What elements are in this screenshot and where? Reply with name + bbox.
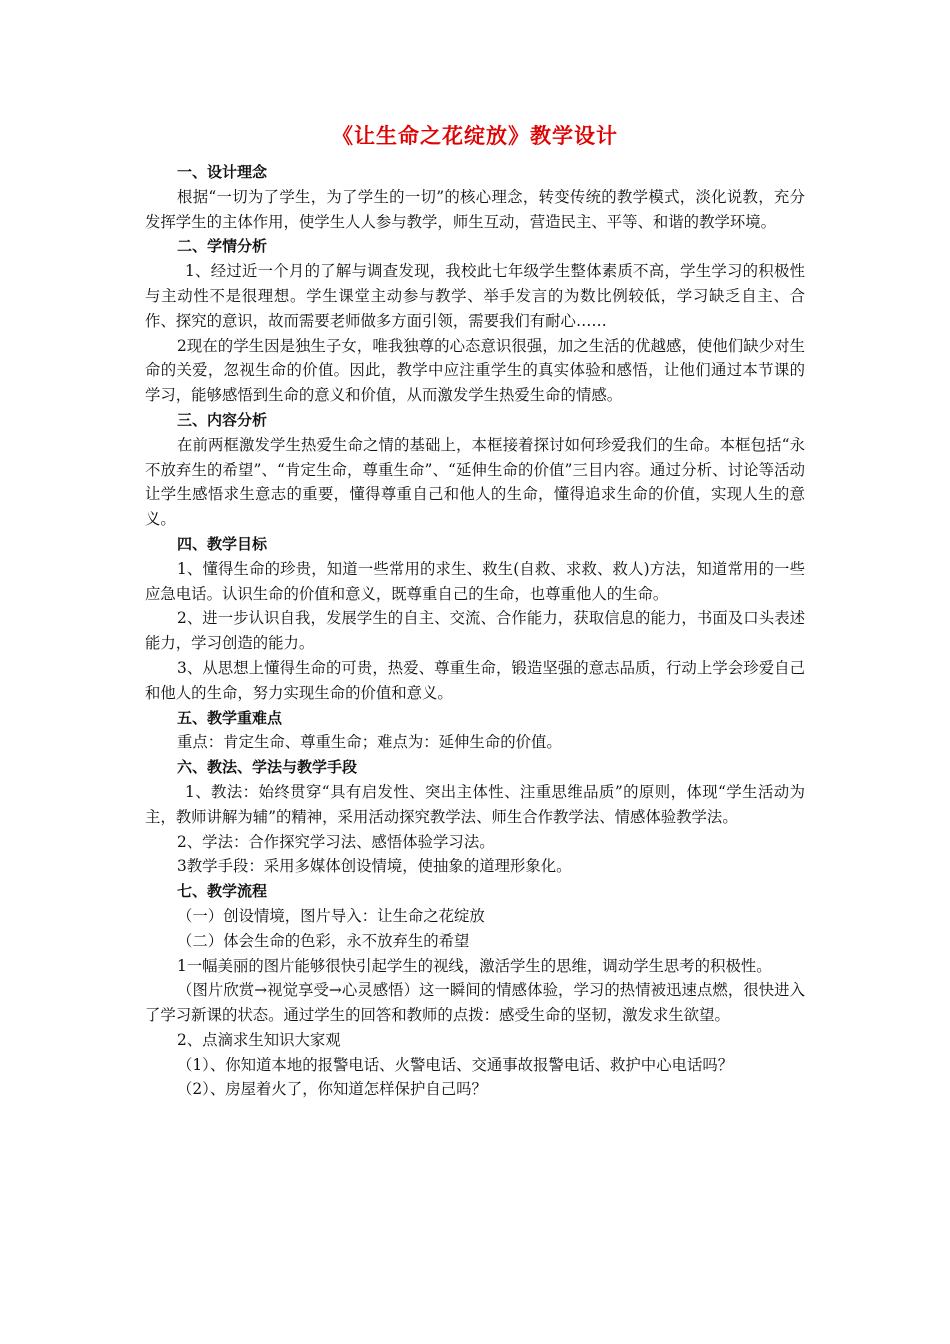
list-item: （1）、你知道本地的报警电话、火警电话、交通事故报警电话、救护中心电话吗？ [177, 1055, 734, 1074]
paragraph: 3、从思想上懂得生命的可贵，热爱、尊重生命，锻造坚强的意志品质，行动上学会珍爱自己和他人的生命，努力实现生命的价值和意义。 [145, 658, 805, 702]
list-item: （二）体会生命的色彩，永不放弃生的希望 [177, 931, 470, 950]
paragraph: 根据“一切为了学生，为了学生的一切”的核心理念，转变传统的教学模式，淡化说教，充分发挥学生的主体作用，使学生人人参与教学，师生互动，营造民主、平等、和谐的教学环境。 [145, 187, 805, 231]
section-heading-design-concept: 一、设计理念 [177, 163, 268, 181]
document-title: 《让生命之花绽放》教学设计 [332, 124, 618, 148]
paragraph: 2现在的学生因是独生子女，唯我独尊的心态意识很强，加之生活的优越感，使他们缺少对生命的关爱，忽视生命的价值。因此，教学中应注重学生的真实体验和感悟，让他们通过本节课的学习，能够感悟到生命的意义和价值，从而激发学生热爱生命的情感。 [145, 336, 805, 405]
paragraph: 2、进一步认识自我，发展学生的自主、交流、合作能力，获取信息的能力，书面及口头表述能力，学习创造的能力。 [145, 609, 805, 653]
paragraph: 2、学法：合作探究学习法、感悟体验学习法。 [177, 832, 495, 851]
section-heading-key-points: 五、教学重难点 [177, 708, 283, 727]
section-heading-methods: 六、教法、学法与教学手段 [177, 758, 358, 777]
document-body [145, 160, 805, 1102]
paragraph: 1、教法：始终贯穿“具有启发性、突出主体性、注重思维品质”的原则，体现“学生活动为主，教师讲解为辅”的精神，采用活动探究教学法、师生合作教学法、情感体验教学法。 [145, 782, 805, 826]
paragraph: 1一幅美丽的图片能够很快引起学生的视线，激活学生的思维，调动学生思考的积极性。 [177, 956, 772, 975]
list-item: （2）、房屋着火了，你知道怎样保护自己吗？ [177, 1080, 487, 1099]
paragraph: 1、懂得生命的珍贵，知道一些常用的求生、救生(自救、求救、救人)方法，知道常用的一些应急电话。认识生命的价值和意义，既尊重自己的生命，也尊重他人的生命。 [145, 559, 805, 603]
section-heading-student-analysis: 二、学情分析 [177, 237, 268, 256]
section-heading-content-analysis: 三、内容分析 [177, 410, 268, 429]
paragraph: 3教学手段：采用多媒体创设情境，使抽象的道理形象化。 [177, 857, 572, 876]
paragraph: 1、经过近一个月的了解与调查发现，我校此七年级学生整体素质不高，学生学习的积极性与主动性不是很理想。学生课堂主动参与教学、举手发言的为数比例较低，学习缺乏自主、合作、探究的意识，故而需要老师做多方面引领，需要我们有耐心…… [145, 262, 805, 330]
section-heading-teaching-process: 七、教学流程 [177, 882, 268, 901]
paragraph: 2、点滴求生知识大家观 [177, 1030, 341, 1049]
paragraph: 在前两框激发学生热爱生命之情的基础上，本框接着探讨如何珍爱我们的生命。本框包括“永不放弃生的希望”、“肯定生命，尊重生命”、“延伸生命的价值”三目内容。通过分析、讨论等活动让学生感悟求生意志的重要，懂得尊重自己和他人的生命，懂得追求生命的价值，实现人生的意义。 [145, 435, 805, 529]
list-item: （一）创设情境，图片导入：让生命之花绽放 [177, 906, 485, 925]
section-heading-teaching-goals: 四、教学目标 [177, 534, 268, 553]
paragraph: （图片欣赏→视觉享受→心灵感悟）这一瞬间的情感体验，学习的热情被迅速点燃，很快进入了学习新课的状态。通过学生的回答和教师的点拨：感受生命的坚韧，激发求生欲望。 [145, 981, 805, 1025]
paragraph: 重点：肯定生命、尊重生命；难点为：延伸生命的价值。 [177, 733, 562, 752]
